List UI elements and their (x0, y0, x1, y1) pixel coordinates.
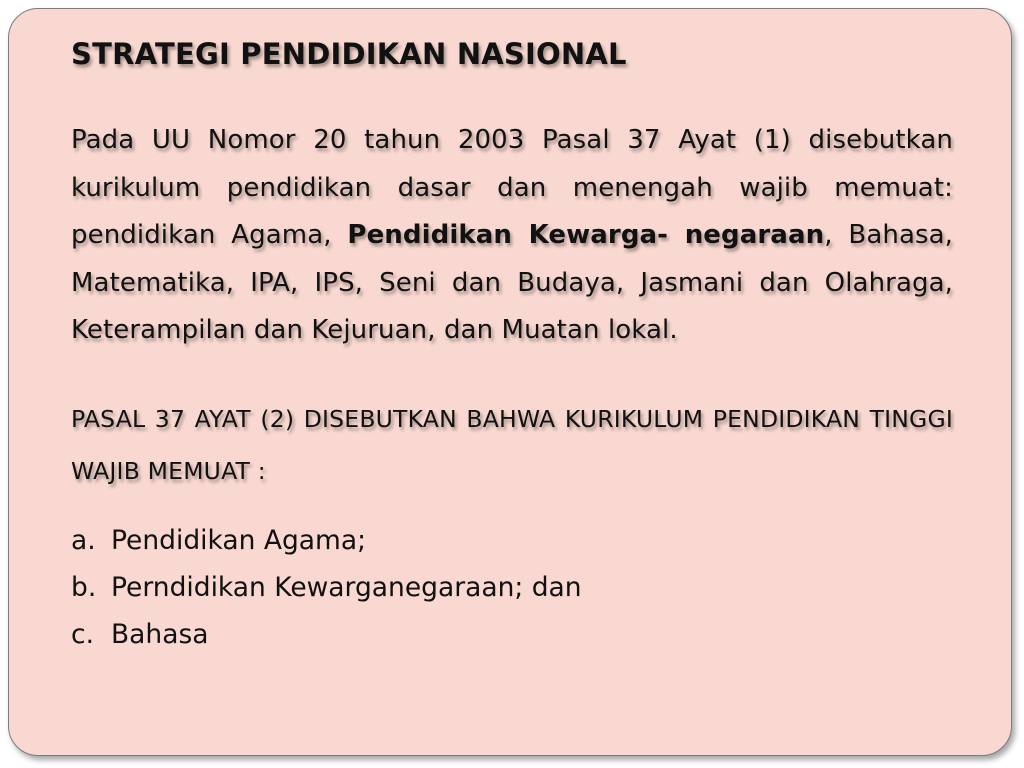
slide-title: STRATEGI PENDIDIKAN NASIONAL (71, 37, 627, 71)
section-subheading: PASAL 37 AYAT (2) DISEBUTKAN BAHWA KURIKULUM PENDIDIKAN TINGGI WAJIB MEMUAT : (71, 404, 953, 485)
list-item-marker: c. (71, 618, 94, 650)
list-item-marker: b. (71, 571, 97, 603)
paragraph-emphasis (347, 220, 824, 250)
list-item (71, 564, 953, 611)
list-item (71, 517, 953, 564)
list-item-marker: a. (71, 524, 96, 556)
paragraph-intro: Pada UU Nomor 20 tahun 2003 Pasal 37 Ayat (1) disebutkan kurikulum pendidikan dasar dan menengah wajib memuat: pendidikan Agama, (71, 125, 953, 250)
slide-card (8, 8, 1012, 756)
slide-content (71, 29, 953, 658)
paragraph-emphasis-part2: negaraan (684, 220, 825, 250)
paragraph-emphasis-part1: Pendidikan Kewarga- (347, 220, 669, 250)
paragraph-rest: , Bahasa, Matematika, IPA, IPS, Seni dan Budaya, Jasmani dan Olahraga, Keterampilan dan Kejuruan, dan Muatan lokal. (71, 220, 954, 345)
list-item (71, 611, 953, 658)
list-item-text: Bahasa (111, 618, 209, 650)
law-paragraph (71, 117, 953, 355)
requirement-list (71, 517, 953, 658)
list-item-text: Pendidikan Agama; (111, 524, 367, 556)
list-item-text: Perndidikan Kewarganegaraan; dan (111, 571, 582, 603)
